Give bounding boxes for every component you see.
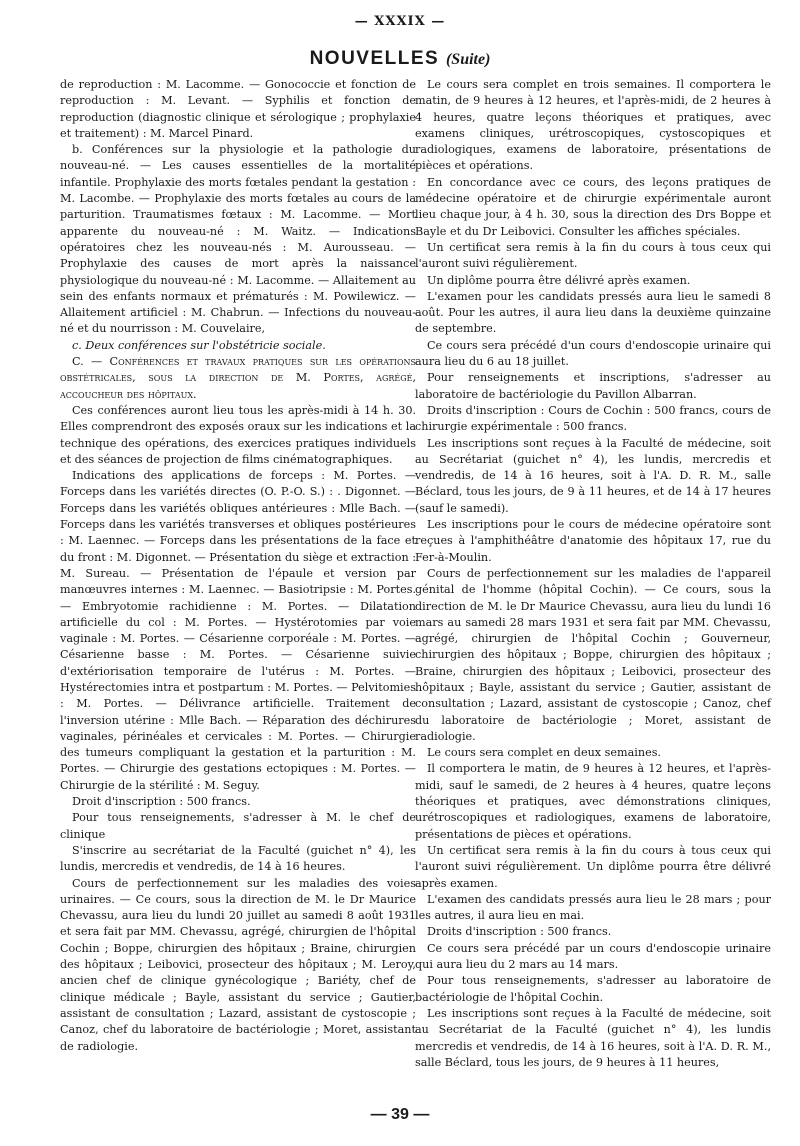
paragraph: Il comportera le matin, de 9 heures à 12 heures, et l'après-midi, sauf le samedi, de 2 heures à 4 heures, quatre leçons théoriques et pratiques, avec démonstrations cliniques, urétroscopiques et radiologiques, examens de laboratoire, présentations de pièces et opérations.	[415, 762, 771, 841]
paragraph: Pour renseignements et inscriptions, s'adresser au laboratoire de bactériologie du Pavillon Albarran.	[415, 371, 771, 401]
paragraph: Un certificat sera remis à la fin du cours à tous ceux qui l'auront suivi régulièrement.	[415, 240, 771, 271]
section-heading: C. — Conférences et travaux pratiques sur les opérations obstétricales, sous la direction de M. Portes, agrégé, accoucheur des hôpitaux.	[60, 355, 416, 401]
paragraph: b. Conférences sur la physiologie et la pathologie du nouveau-né. — Les causes essentielles de la mortalité infantile. Prophylaxie des morts fœtales pendant la gestation : M. Lacombe. — Prophylaxie des morts fœtales au cours de la parturition. Traumatismes fœtaux : M. Lacomme. — Mort apparente du nouveau-né : M. Waitz. — Indications opératoires chez les nouveau-nés : M. Aurousseau. — Prophylaxie des causes de mort après la naissance physiologique du nouveau-né : M. Lacomme. — Allaitement au sein des enfants normaux et prématurés : M. Powilewicz. — Allaitement artificiel : M. Chabrun. — Infections du nouveau-né et du nourrisson : M. Couvelaire,	[60, 143, 416, 336]
paragraph: S'inscrire au secrétariat de la Faculté (guichet n° 4), les lundis, mercredis et vendredis, de 14 à 16 heures.	[60, 843, 416, 874]
paragraph: Cours de perfectionnement sur les maladies de l'appareil génital de l'homme (hôpital Cochin). — Ce cours, sous la direction de M. le Dr Maurice Chevassu, aura lieu du lundi 16 mars au samedi 28 mars 1931 et sera fait par MM. Chevassu, agrégé, chirurgien de l'hôpital Cochin ; Gouverneur, chirurgien des hôpitaux ; Boppe, chirurgien des hôpitaux ; Braine, chirurgien des hôpitaux ; Leibovici, prosecteur des hôpitaux ; Bayle, assistant du service ; Gautier, assistant de consultation ; Lazard, assistant de cystoscopie ; Canoz, chef du laboratoire de bactériologie ; Moret, assistant de radiologie.	[415, 566, 771, 743]
paragraph: Un certificat sera remis à la fin du cours à tous ceux qui l'auront suivi régulièrement. Un diplôme pourra être délivré après examen.	[415, 843, 771, 890]
section-title	[0, 48, 800, 70]
paragraph: L'examen des candidats pressés aura lieu le 28 mars ; pour les autres, il aura lieu en mai.	[415, 892, 771, 923]
right-column	[415, 77, 771, 1071]
paragraph: Les inscriptions sont reçues à la Faculté de médecine, soit au Secrétariat (guichet n° 4), les lundis, mercredis et vendredis, de 14 à 16 heures, soit à l'A. D. R. M., salle Béclard, tous les jours, de 9 à 11 heures, et de 14 à 17 heures (sauf le samedi).	[415, 436, 771, 515]
paragraph: de reproduction : M. Lacomme. — Gonococcie et fonction de reproduction : M. Levant. — Syphilis et fonction de reproduction (diagnostic clinique et sérologique ; prophylaxie et traitement) : M. Marcel Pinard.	[60, 78, 416, 140]
roman-page-number: — XXXIX —	[354, 14, 446, 29]
paragraph: Les inscriptions sont reçues à la Faculté de médecine, soit au Secrétariat de la Faculté (guichet n° 4), les lundis mercredis et vendredis, de 14 à 16 heures, soit à l'A. D. R. M., salle Béclard, tous les jours, de 9 heures à 11 heures,	[415, 1006, 771, 1069]
paragraph: Droit d'inscription : 500 francs.	[72, 795, 251, 809]
paragraph: Droits d'inscription : 500 francs.	[427, 925, 612, 939]
paragraph: Pour tous renseignements, s'adresser à M. le chef de clinique	[60, 811, 416, 841]
section-title-suffix: (Suite)	[445, 51, 491, 68]
paragraph: Le cours sera complet en trois semaines. Il comportera le matin, de 9 heures à 12 heures, et l'après-midi, de 2 heures à 4 heures, quatre leçons théoriques et pratiques, avec examens cliniques, urétroscopiques, cystoscopiques et radiologiques, examens de laboratoire, présentations de pièces et opérations.	[415, 78, 771, 173]
paragraph: c. Deux conférences sur l'obstétricie sociale.	[72, 338, 326, 352]
paragraph: Cours de perfectionnement sur les maladies des voies urinaires. — Ce cours, sous la direction de M. le Dr Maurice Chevassu, aura lieu du lundi 20 juillet au samedi 8 août 1931 et sera fait par MM. Chevassu, agrégé, chirurgien de l'hôpital Cochin ; Boppe, chirurgien des hôpitaux ; Braine, chirurgien des hôpitaux ; Leibovici, prosecteur des hôpitaux ; M. Leroy, ancien chef de clinique gynécologique ; Bariéty, chef de clinique médicale ; Bayle, assistant du service ; Gautier, assistant de consultation ; Lazard, assistant de cystoscopie ; Canoz, chef du laboratoire de bactériologie ; Moret, assistant de radiologie.	[60, 876, 416, 1053]
paragraph: Pour tous renseignements, s'adresser au laboratoire de bactériologie de l'hôpital Cochin.	[415, 974, 771, 1004]
page-number: — 39 —	[370, 1106, 430, 1123]
paragraph: Le cours sera complet en deux semaines.	[427, 746, 661, 760]
paragraph: Ce cours sera précédé d'un cours d'endoscopie urinaire qui aura lieu du 6 au 18 juillet.	[415, 338, 771, 369]
paragraph: Ces conférences auront lieu tous les après-midi à 14 h. 30. Elles comprendront des exposés oraux sur les indications et la technique des opérations, des exercices pratiques individuels et des séances de projection de films cinématographiques.	[60, 403, 416, 466]
paragraph: Droits d'inscription : Cours de Cochin : 500 francs, cours de chirurgie expérimentale : 500 francs.	[415, 403, 771, 434]
paragraph: L'examen pour les candidats pressés aura lieu le samedi 8 août. Pour les autres, il aura lieu dans la deuxième quinzaine de septembre.	[415, 289, 771, 336]
paragraph: Les inscriptions pour le cours de médecine opératoire sont reçues à l'amphithéâtre d'anatomie des hôpitaux 17, rue du Fer-à-Moulin.	[415, 518, 771, 564]
section-title-text: NOUVELLES	[309, 48, 440, 69]
paragraph: Un diplôme pourra être délivré après examen.	[427, 273, 691, 287]
paragraph: En concordance avec ce cours, des leçons pratiques de médecine opératoire et de chirurgie expérimentale auront lieu chaque jour, à 4 h. 30, sous la direction des Drs Boppe et Bayle et du Dr Leibovici. Consulter les affiches spéciales.	[415, 175, 771, 238]
paragraph: Indications des applications de forceps : M. Portes. — Forceps dans les variétés directes (O. P.-O. S.) : . Digonnet. — Forceps dans les variétés obliques antérieures : Mlle Bach. — Forceps dans les variétés transverses et obliques postérieures : M. Laennec. — Forceps dans les présentations de la face et du front : M. Digonnet. — Présentation du siège et extraction : M. Sureau. — Présentation de l'épaule et version par manœuvres internes : M. Laennec. — Basiotripsie : M. Portes. — Embryotomie rachidienne : M. Portes. — Dilatation artificielle du col : M. Portes. — Hystérotomies par voie vaginale : M. Portes. — Césarienne corporéale : M. Portes. — Césarienne basse : M. Portes. — Césarienne suivie d'extériorisation temporaire de l'utérus : M. Portes. — Hystérectomies intra et postpartum : M. Portes. — Pelvitomies : M. Portes. — Délivrance artificielle. Traitement de l'inversion utérine : Mlle Bach. — Réparation des déchirures vaginales, périnéales et cervicales : M. Portes. — Chirurgie des tumeurs compliquant la gestation et la parturition : M. Portes. — Chirurgie des gestations ectopiques : M. Portes. — Chirurgie de la stérilité : M. Seguy.	[60, 469, 416, 792]
paragraph: Ce cours sera précédé par un cours d'endoscopie urinaire qui aura lieu du 2 mars au 14 mars.	[415, 941, 771, 972]
left-column	[60, 77, 416, 1055]
